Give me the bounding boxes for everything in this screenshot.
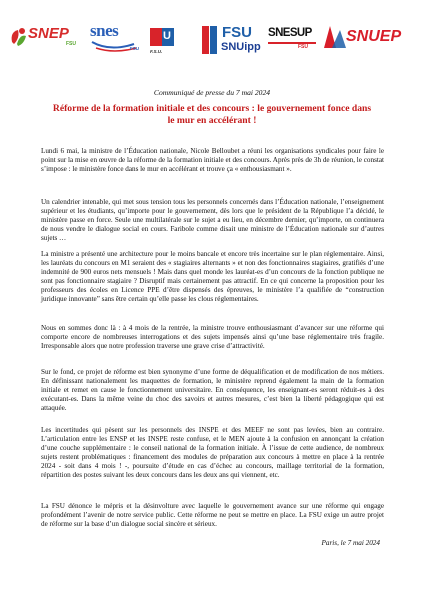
snuep-wordmark: SNUEP: [346, 28, 402, 45]
paragraph-architecture: La ministre a présenté une architecture pour le moins bancale et encore très incertaine sur le plan réglementaire. Ainsi, les lauréats du concours en M1 seraient des « stagiaires alternants » et non des fonctionnaires stagiaires, gratifiés d’une indemnité de 900 euros nets mensuels ! Mais dans quel monde les lauréat-es d’un concours de la fonction publique ne sont pas fonctionnaire stagiaire ? Disruptif mais certainement pas attractif. En ce qui concerne la proposition pour les professeurs des écoles en Licence PPE d’être dispensés des épreuves, le ministère l’a qualifiée de “construction juridique innovante” sans être certain qu’elle passe les clous réglementaires.: [41, 250, 384, 303]
snes-wordmark: snes: [90, 21, 119, 40]
paragraph-inspe: Les incertitudes qui pèsent sur les personnels des INSPE et des MEEF ne sont pas levées, bien au contraire. L’articulation entre les ENSP et les INSPE reste confuse, et le MEN ajoute à la confusion en annonçant la création d’une couche supplémentaire : le conseil national de la formation initiale. À l’issue de cette audience, de nombreux sujets restent problématiques : financement des modules de préparation aux concours à mettre en place à la rentrée 2024 - soit dans 4 mois ! -, poursuite d’étude en cas d’échec au concours, maillage territorial de la formation, répartition des postes suivant les deux concours dans les deux ans qui viennent, etc.: [41, 426, 384, 479]
fsu-flag-icon: [200, 22, 220, 58]
snep-fsu-label: FSU: [66, 41, 76, 47]
paragraph-conclusion: La FSU dénonce le mépris et la désinvolture avec laquelle le gouvernement avance sur une réforme qui engage profondément l’avenir de notre service public. Cette réforme ne peut se mettre en place. La FSU exige un autre projet de réforme sur la base d’un dialogue social sincère et sérieux.: [41, 502, 384, 528]
snuipp-wordmark: SNUipp: [221, 41, 261, 53]
snes-fsu-label: FSU: [130, 46, 139, 51]
fsu-box-logo: [148, 26, 188, 60]
snes-logo: [90, 20, 150, 56]
paragraph-fond: Sur le fond, ce projet de réforme est bien synonyme d’une forme de déqualification et de modification de nos métiers. En définissant nationalement les maquettes de formation, le ministère reprend également la main de la formation initiale et remet en cause le fonctionnement universitaire. En conséquence, les enseignant-es seront réduit-es à des exécutant-es. Dans la même veine du choc des savoirs et autres mesures, c’est bien la liberté pédagogique qui est attaquée.: [41, 368, 384, 412]
fsu-wordmark: FSU: [222, 24, 252, 41]
fsu-box-letter: U: [163, 30, 171, 42]
signature-place-date: Paris, le 7 mai 2024: [321, 539, 380, 547]
fsu-box-label: F.S.U.: [150, 49, 163, 54]
fsu-snuipp-logo: [200, 22, 264, 60]
snesup-logo: [268, 22, 316, 58]
snep-logo: [8, 22, 78, 52]
snep-wordmark: SNEP: [28, 25, 69, 42]
union-logos-banner: [0, 0, 424, 66]
snesup-underline-icon: [268, 41, 316, 51]
snuep-logo: [320, 22, 420, 58]
snesup-wordmark: SNESUP: [268, 27, 312, 39]
paragraph-intro: Lundi 6 mai, la ministre de l’Éducation nationale, Nicole Belloubet a réuni les organisations syndicales pour faire le point sur la mise en œuvre de la réforme de la formation initiale et des concours. Après près de 3h de réunion, le constat s’impose : le ministère fonce dans le mur en accélérant et trouve ça « enthousiasmant ».: [41, 147, 384, 173]
paragraph-calendar: Un calendrier intenable, qui met sous tension tous les personnels concernés dans l’Éducation nationale, l’enseignement supérieur et les étudiants, qu’importe pour le gouvernement, dès lors que le président de la République l’a décidé, le ministère passe en force. Seule une multilatérale sur le sujet a eu lieu, en décembre dernier, qu’importe, on continuera de nous vendre le dialogue social en cours. Faribole comme disait une ministre de l’Éducation nationale sur d’autres sujets …: [41, 198, 384, 242]
snes-swoosh-icon: [90, 38, 150, 54]
page-title: Réforme de la formation initiale et des concours : le gouvernement fonce dans le mur en accélérant !: [52, 103, 372, 126]
snesup-fsu-label: FSU: [298, 44, 308, 50]
press-release-date: Communiqué de presse du 7 mai 2024: [153, 88, 271, 97]
paragraph-rentree: Nous en sommes donc là : à 4 mois de la rentrée, la ministre trouve enthousiasmant d’avancer sur une réforme qui comporte encore de nombreuses interrogations et des sujets impensés ainsi qu’une base réglementaire très fragile. Irresponsable alors que notre profession traverse une grave crise d’attractivité.: [41, 324, 384, 350]
